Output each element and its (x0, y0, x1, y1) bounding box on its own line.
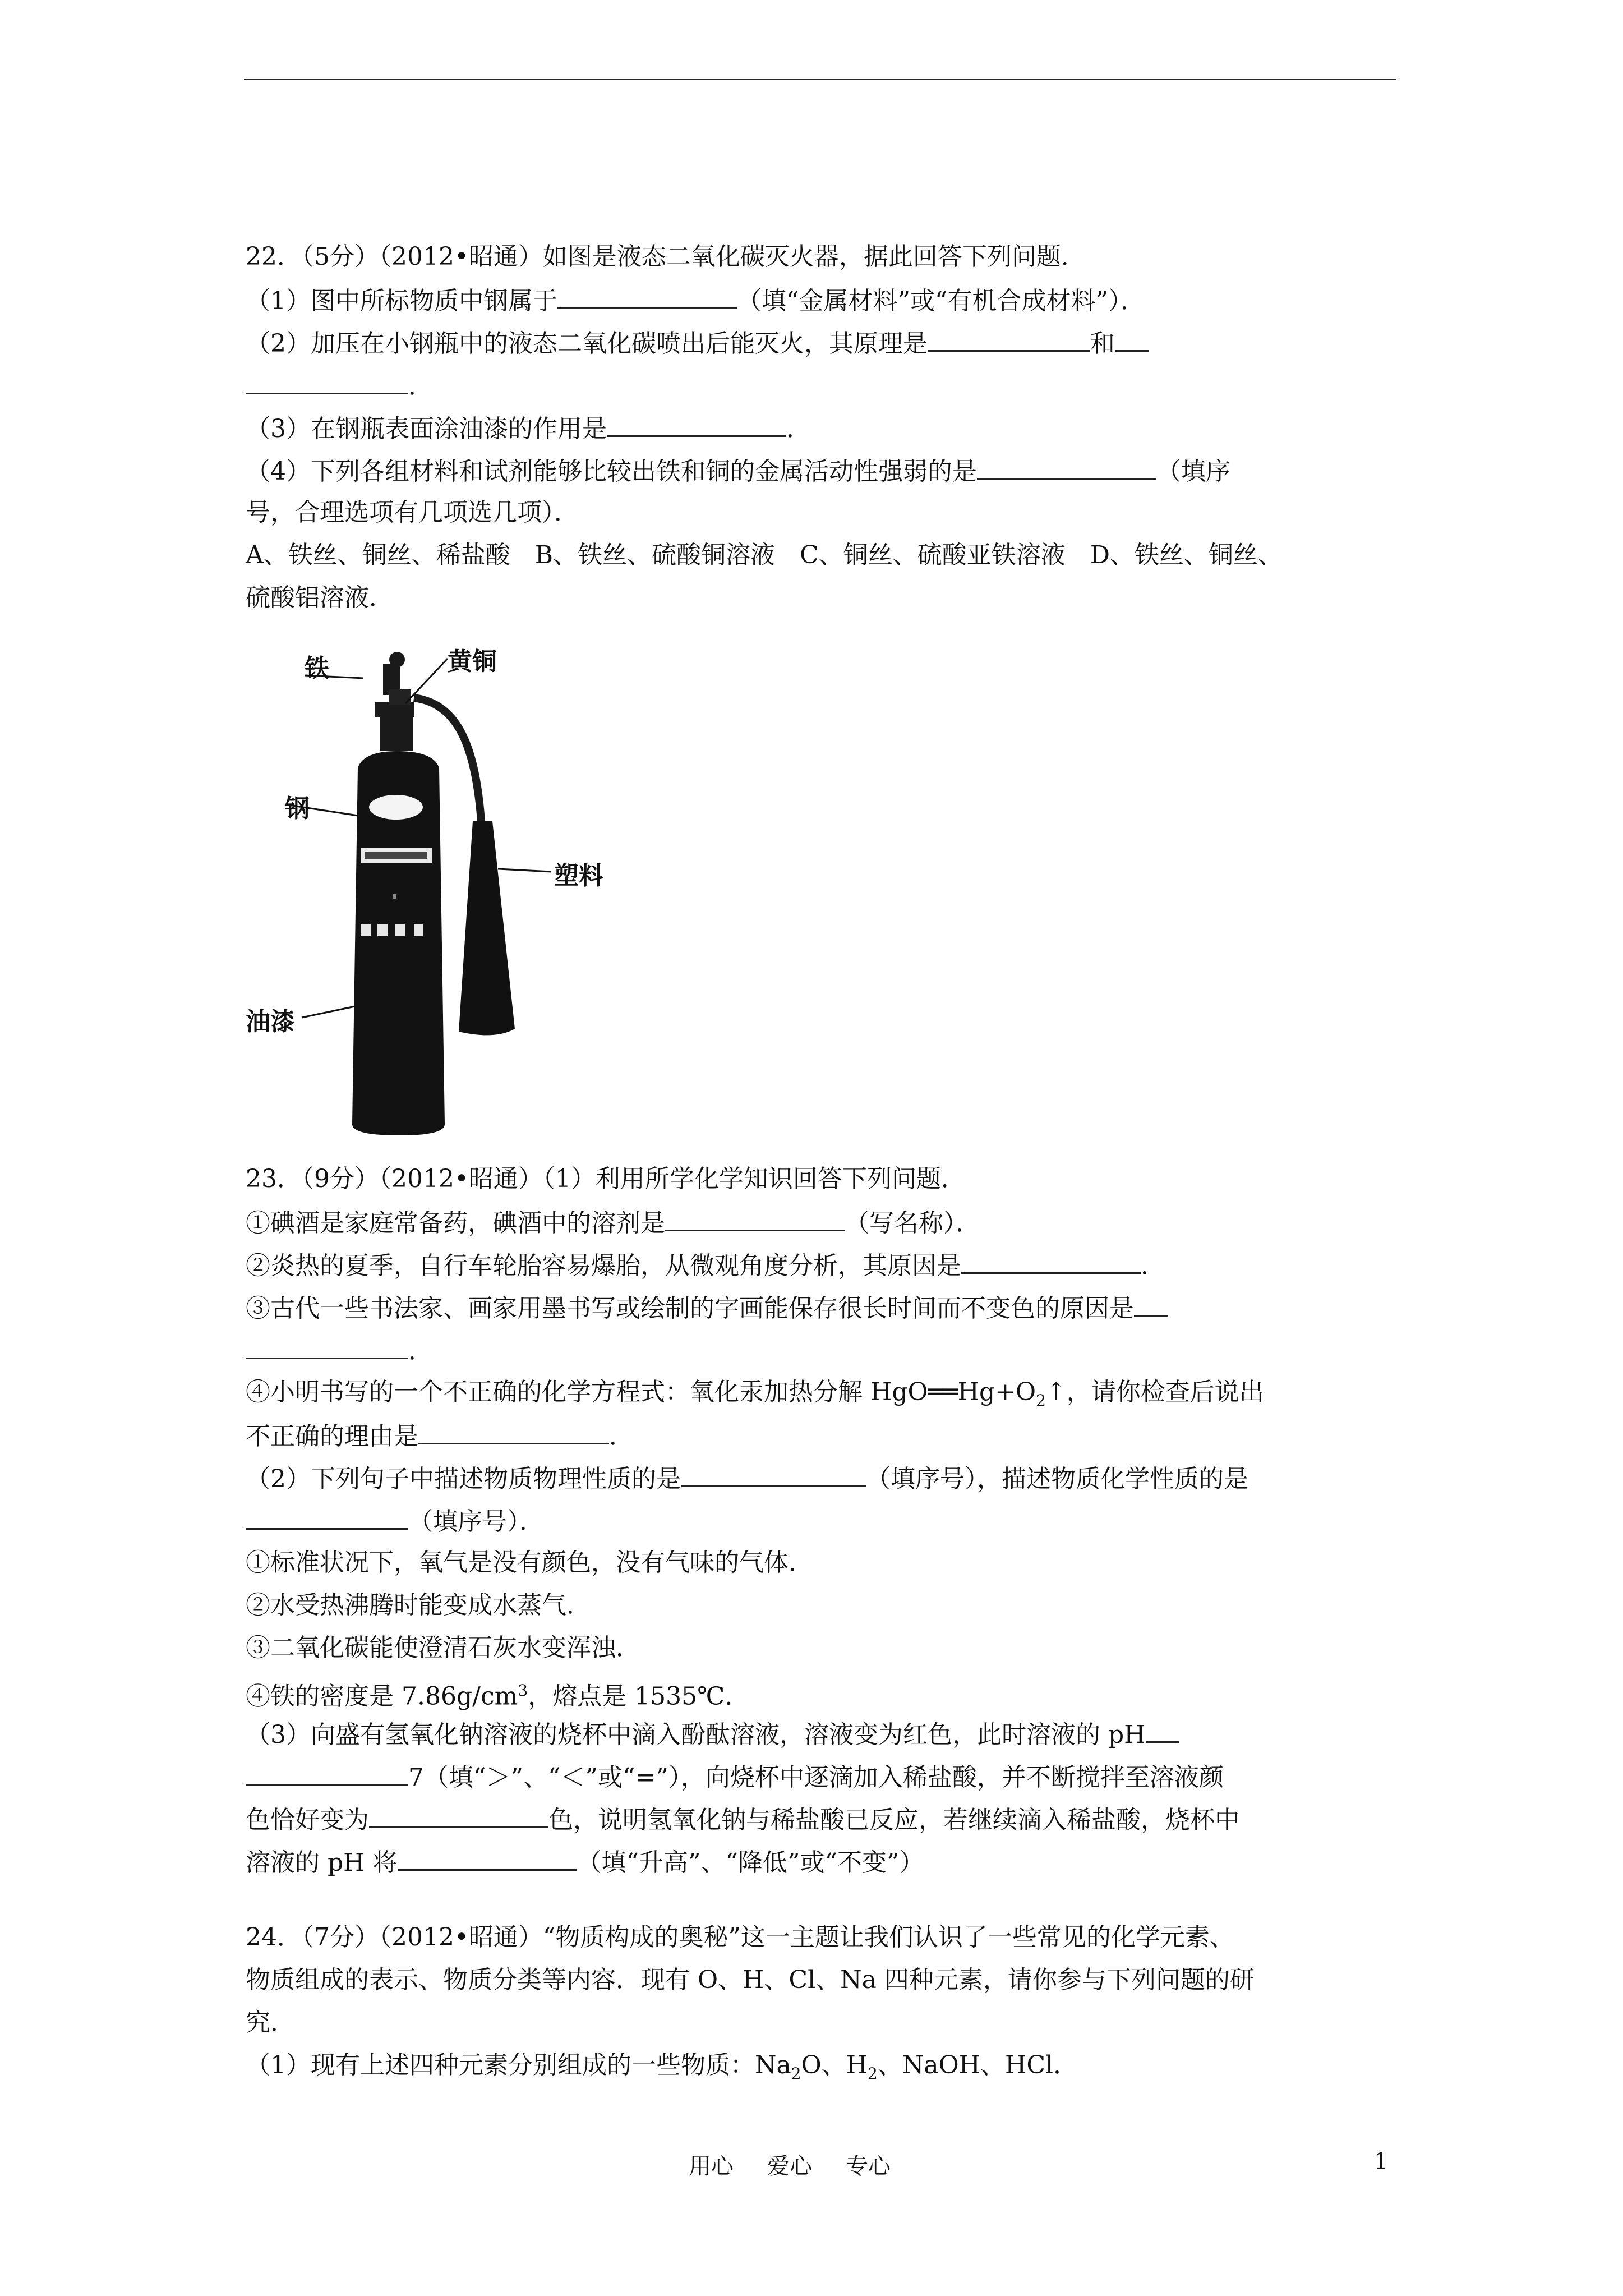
q23-part2-cont: （填序号）． (246, 1499, 1390, 1542)
header-rule (244, 79, 1396, 80)
figure-label-steel: 钢 (285, 794, 310, 823)
q23-s4-cont: 不正确的理由是 ． (246, 1414, 1390, 1456)
q24-line1: 24．（7分）（2012•昭通）“物质构成的奥秘”这一主题让我们认识了一些常见的化学元素、 (246, 1923, 1234, 1952)
answer-blank[interactable] (607, 406, 786, 437)
q22-part1: （1）图中所标物质中钢属于 （填“金属材料”或“有机合成材料”）． (246, 278, 1390, 321)
q23-item1: ①标准状况下，氧气是没有颜色，没有气味的气体． (246, 1548, 813, 1577)
q24-line3: 究． (246, 2008, 295, 2037)
figure-label-paint: 油漆 (246, 1007, 295, 1036)
q22-part3: （3）在钢瓶表面涂油漆的作用是 ． (246, 406, 1390, 449)
answer-blank[interactable] (369, 1797, 548, 1828)
q23-s3-cont: ． (246, 1328, 1390, 1371)
answer-blank[interactable] (246, 1499, 408, 1530)
answer-blank[interactable] (961, 1243, 1141, 1274)
q22-options-cont: 硫酸铝溶液． (246, 583, 394, 612)
q22-part4-cont: 号，合理选项有几项选几项）． (246, 498, 579, 527)
q23-part3-cont: 7（填“＞”、“＜”或“=”），向烧杯中逐滴加入稀盐酸，并不断搅拌至溶液颜 (246, 1755, 1390, 1797)
fire-extinguisher-figure (246, 636, 649, 1135)
q22-part2: （2）加压在小钢瓶中的液态二氧化碳喷出后能灭火，其原理是 和 (246, 321, 1390, 364)
q23-item2: ②水受热沸腾时能变成水蒸气． (246, 1591, 591, 1619)
q23-s4: ④小明书写的一个不正确的化学方程式：氧化汞加热分解 $HgO══Hg+O_2↑$，请你检查后说出 (246, 1378, 1264, 1410)
figure-label-plastic: 塑料 (554, 862, 603, 890)
q22-part2-cont: ． (246, 364, 1390, 406)
q23-s2: ②炎热的夏季，自行车轮胎容易爆胎，从微观角度分析，其原因是 ． (246, 1243, 1390, 1286)
q23-part3-cont3: 溶液的 pH 将 （填“升高”、“降低”或“不变”） (246, 1840, 1390, 1883)
answer-blank[interactable] (398, 1840, 577, 1871)
answer-blank[interactable] (246, 1328, 408, 1359)
answer-blank[interactable] (665, 1200, 845, 1231)
q23-s3: ③古代一些书法家、画家用墨书写或绘制的字画能保存很长时间而不变色的原因是 (246, 1286, 1390, 1328)
figure-label-brass: 黄铜 (448, 647, 497, 676)
answer-blank[interactable] (1115, 321, 1149, 352)
q22-options: A、铁丝、铜丝、稀盐酸 B、铁丝、硫酸铜溶液 C、铜丝、硫酸亚铁溶液 D、铁丝、铜丝、 (246, 541, 1283, 569)
q23-part2: （2）下列句子中描述物质物理性质的是 （填序号），描述物质化学性质的是 (246, 1456, 1390, 1499)
q23-header: 23．（9分）（2012•昭通）（1）利用所学化学知识回答下列问题． (246, 1165, 966, 1193)
q24-part1: （1）现有上述四种元素分别组成的一些物质：$Na_2O$、$H_2$、NaOH、HCl． (246, 2051, 1078, 2083)
answer-blank[interactable] (246, 1755, 408, 1786)
answer-blank[interactable] (977, 449, 1156, 480)
q23-part3: （3）向盛有氢氧化钠溶液的烧杯中滴入酚酞溶液，溶液变为红色，此时溶液的 pH (246, 1712, 1390, 1755)
q23-item4: ④铁的密度是 $7.86g/cm^3$，熔点是 1535℃． (246, 1681, 750, 1711)
figure-label-iron: 铁 (305, 654, 329, 683)
q23-item3: ③二氧化碳能使澄清石灰水变浑浊． (246, 1634, 640, 1662)
answer-blank[interactable] (1146, 1712, 1179, 1743)
q23-s1: ①碘酒是家庭常备药，碘酒中的溶剂是 （写名称）． (246, 1200, 1390, 1243)
q22-part4: （4）下列各组材料和试剂能够比较出铁和铜的金属活动性强弱的是 （填序 (246, 449, 1390, 491)
page-content (246, 236, 1390, 2087)
answer-blank[interactable] (246, 364, 408, 394)
q24-line2: 物质组成的表示、物质分类等内容．现有 O、H、Cl、Na 四种元素，请你参与下列问题的研 (246, 1966, 1255, 1994)
answer-blank[interactable] (928, 321, 1090, 352)
footer-motto: 用心 爱心 专心 (689, 2154, 891, 2179)
page-number: 1 (1374, 2148, 1389, 2174)
q22-header: 22．（5分）（2012•昭通）如图是液态二氧化碳灭火器，据此回答下列问题． (246, 242, 1086, 271)
answer-blank[interactable] (1134, 1286, 1168, 1317)
answer-blank[interactable] (557, 278, 737, 309)
answer-blank[interactable] (418, 1414, 609, 1444)
answer-blank[interactable] (681, 1456, 866, 1487)
q23-part3-cont2: 色恰好变为 色，说明氢氧化钠与稀盐酸已反应，若继续滴入稀盐酸，烧杯中 (246, 1797, 1390, 1840)
